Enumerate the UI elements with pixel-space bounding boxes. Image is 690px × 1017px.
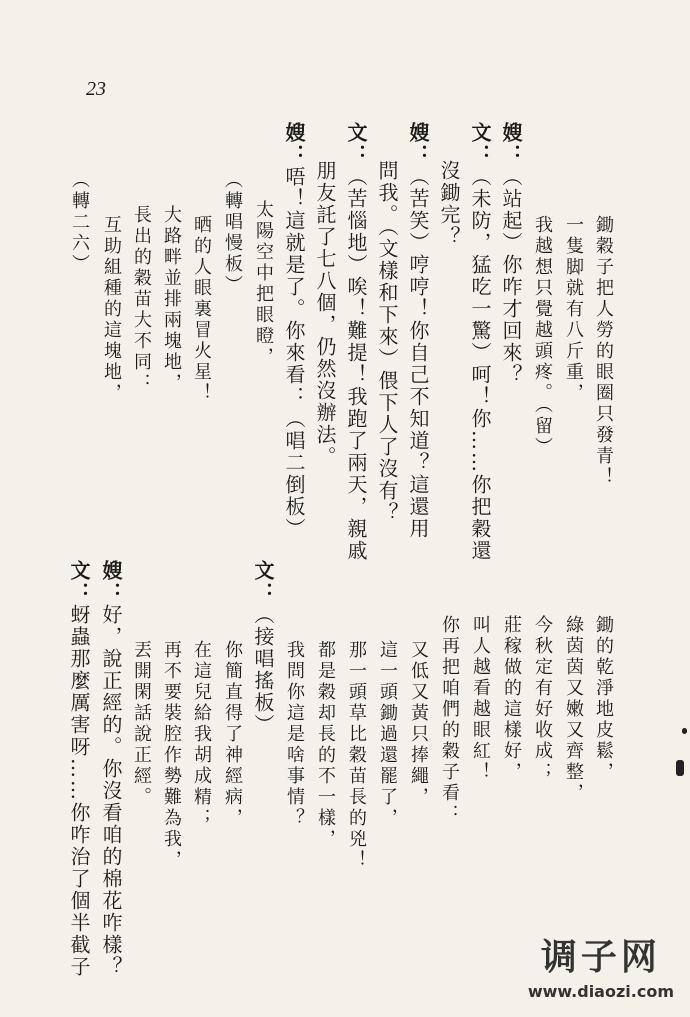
text-column: [281, 640, 307, 829]
text-column: [128, 205, 154, 394]
line-text: 綠茵茵又嫩又齊整，: [563, 615, 584, 804]
speaker-label: 文：: [67, 560, 91, 604]
text-column: [374, 640, 400, 829]
line-text: 你再把咱們的穀子看：: [439, 615, 460, 825]
text-column: [158, 640, 184, 871]
line-text: 互助組種的這塊地，: [101, 215, 122, 404]
line-text: （苦惱地）唉！難提！我跑了兩天，親戚: [344, 166, 368, 562]
text-column: [158, 205, 184, 394]
line-text: 晒的人眼裏冒火星！: [191, 215, 212, 404]
text-column: [219, 640, 245, 829]
line-text: （接唱搖板）: [251, 604, 275, 736]
line-text: （未防，猛吃一驚）呵！你……你把穀還: [468, 166, 492, 562]
line-text: 那一頭草比穀苗長的兇！: [346, 640, 367, 871]
line-text: 我問你這是啥事情？: [284, 640, 305, 829]
text-column: [66, 170, 92, 275]
text-column: [281, 122, 307, 540]
line-text: 好，說正經的。你沒看咱的棉花咋樣？: [99, 604, 123, 978]
speaker-label: 文：: [468, 122, 492, 166]
watermark: [528, 929, 674, 1001]
line-text: 在這兒給我胡成精；: [191, 640, 212, 829]
text-column: [128, 640, 154, 808]
line-text: 鋤的乾淨地皮鬆，: [593, 615, 614, 783]
line-text: 大路畔並排兩塊地，: [161, 205, 182, 394]
line-text: 都是穀却長的不一樣，: [315, 640, 336, 850]
text-column: [529, 215, 555, 458]
speaker-label: 文：: [344, 122, 368, 166]
line-text: 鋤穀子把人勞的眼圈只發青！: [593, 215, 614, 488]
line-text: 蚜蟲那麼厲害呀……你咋治了個半截子: [67, 604, 91, 978]
text-column: [374, 160, 400, 524]
line-text: 太陽空中把眼瞪，: [253, 200, 274, 368]
text-column: [98, 560, 124, 978]
text-column: [498, 615, 524, 783]
line-text: 問我。（文樣和下來）偎下人了沒有？: [375, 160, 399, 524]
line-text: 長出的穀苗大不同：: [131, 205, 152, 394]
text-column: [467, 615, 493, 783]
line-text: 叫人越看越眼紅！: [470, 615, 491, 783]
speaker-label: 嫂：: [499, 122, 523, 166]
ink-speck: [676, 760, 684, 776]
text-column: [405, 640, 431, 808]
text-column: [312, 160, 338, 468]
text-column: [436, 160, 462, 248]
line-text: 你簡直得了神經病，: [222, 640, 243, 829]
text-column: [560, 615, 586, 804]
speaker-label: 嫂：: [99, 560, 123, 604]
line-text: 這一頭鋤過還罷了，: [377, 640, 398, 829]
text-column: [529, 615, 555, 783]
text-column: [590, 615, 616, 783]
line-text: 莊稼做的這樣好，: [501, 615, 522, 783]
ink-speck: [682, 728, 687, 734]
text-column: [343, 640, 369, 871]
line-text: （轉二六）: [69, 170, 90, 275]
text-column: [312, 640, 338, 850]
text-column: [560, 215, 586, 404]
text-column: [98, 215, 124, 404]
line-text: 沒鋤完？: [437, 160, 461, 248]
line-text: 唔！這就是了。你來看：（唱二倒板）: [282, 166, 306, 540]
text-column: [250, 200, 276, 368]
line-text: 一隻脚就有八斤重，: [563, 215, 584, 404]
line-text: （苦笑）哼哼！你自己不知道？這還用: [406, 166, 430, 540]
line-text: （轉唱慢板）: [222, 170, 243, 296]
text-column: [467, 122, 493, 562]
line-text: 朋友託了七八個，仍然沒辦法。: [313, 160, 337, 468]
watermark-url: www.diaozi.com: [527, 982, 674, 1001]
text-column: [436, 615, 462, 825]
text-column: [590, 215, 616, 488]
speaker-label: 嫂：: [406, 122, 430, 166]
line-text: （站起）你咋才回來？: [499, 166, 523, 386]
line-text: 又低又黃只捧繩，: [408, 640, 429, 808]
line-text: 今秋定有好收成；: [532, 615, 553, 783]
line-text: 再不要裝腔作勢難為我，: [161, 640, 182, 871]
line-text: 我越想只覺越頭疼。（留）: [532, 215, 553, 458]
text-column: [188, 640, 214, 829]
text-column: [66, 560, 92, 978]
text-column: [498, 122, 524, 386]
text-column: [343, 122, 369, 562]
text-column: [250, 560, 276, 736]
text-column: [188, 215, 214, 404]
line-text: 丟開閑話說正經。: [131, 640, 152, 808]
page-number: 23: [86, 78, 106, 100]
speaker-label: 文：: [251, 560, 275, 604]
watermark-chinese: 调子网: [540, 937, 661, 978]
text-column: [405, 122, 431, 540]
speaker-label: 嫂：: [282, 122, 306, 166]
text-column: [219, 170, 245, 296]
